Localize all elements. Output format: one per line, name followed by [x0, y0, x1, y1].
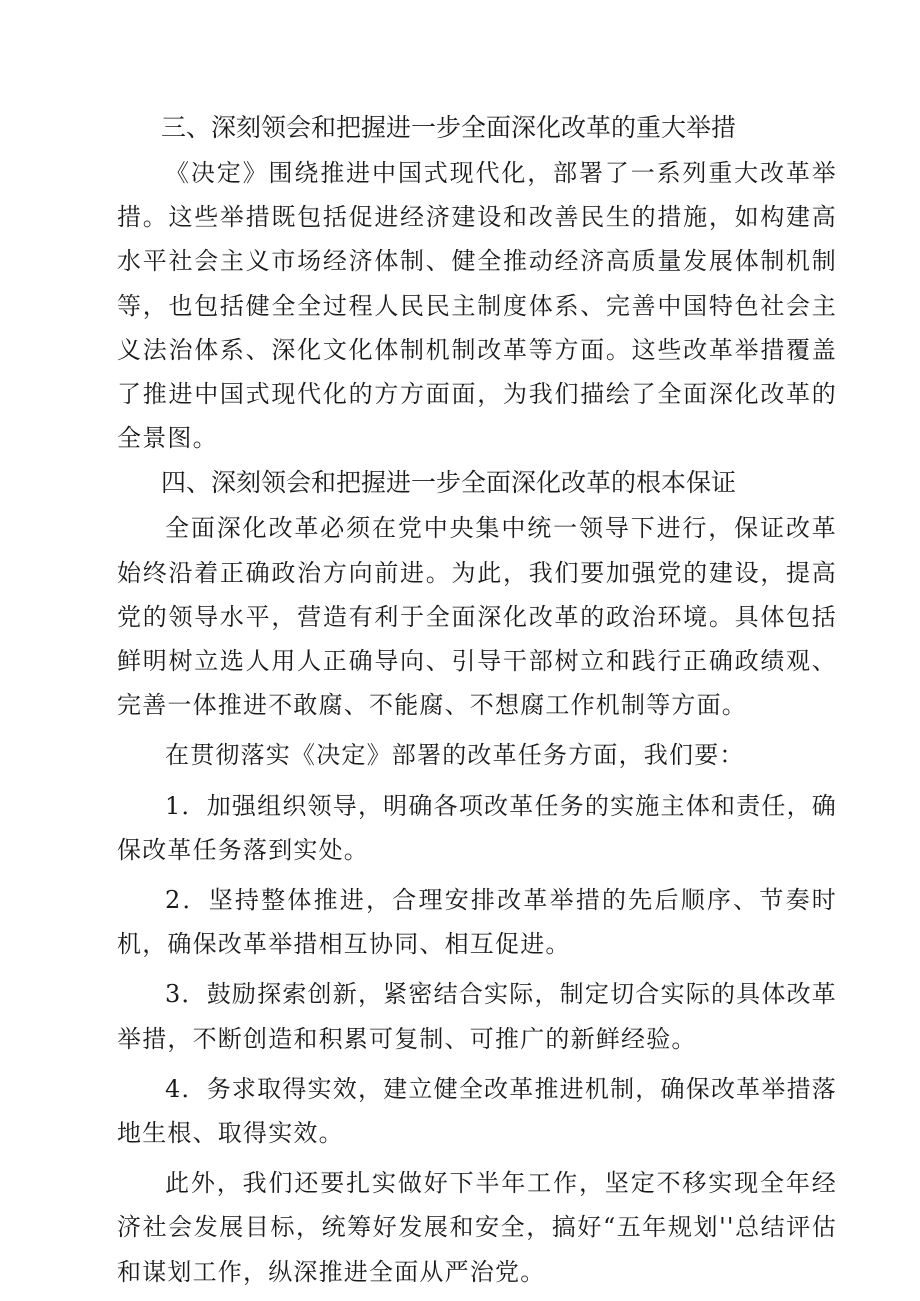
list-item: 3．鼓励探索创新，紧密结合实际，制定切合实际的具体改革举措，不断创造和积累可复制、可推广的新鲜经验。: [117, 980, 837, 1053]
section-3-heading: 三、深刻领会和把握进一步全面深化改革的重大举措: [161, 113, 737, 142]
section-3-paragraph: 《决定》围绕推进中国式现代化，部署了一系列重大改革举措。这些举措既包括促进经济建设和改善民生的措施，如构建高水平社会主义市场经济体制、健全推动经济高质量发展体制机制等，也包括健全全过程人民民主制度体系、完善中国特色社会主义法治体系、深化文化体制机制改革等方面。这些改革举措覆盖了推进中国式现代化的方方面面，为我们描绘了全面深化改革的全景图。: [117, 159, 837, 453]
list-item: 4．务求取得实效，建立健全改革推进机制，确保改革举措落地生根、取得实效。: [117, 1074, 837, 1148]
section-4-heading: 四、深刻领会和把握进一步全面深化改革的根本保证: [161, 468, 737, 498]
closing-paragraph: 此外，我们还要扎实做好下半年工作，坚定不移实现全年经济社会发展目标，统筹好发展和安全，搞好“五年规划''总结评估和谋划工作，纵深推进全面从严治党。: [117, 1169, 837, 1286]
implementation-intro: 在贯彻落实《决定》部署的改革任务方面，我们要：: [165, 741, 745, 770]
list-item: 1．加强组织领导，明确各项改革任务的实施主体和责任，确保改革任务落到实处。: [117, 791, 837, 864]
section-4-paragraph: 全面深化改革必须在党中央集中统一领导下进行，保证改革始终沿着正确政治方向前进。为此，我们要加强党的建设，提高党的领导水平，营造有利于全面深化改革的政治环境。具体包括鲜明树立选人用人正确导向、引导干部树立和践行正确政绩观、完善一体推进不敢腐、不能腐、不想腐工作机制等方面。: [117, 514, 837, 720]
list-item: 2．坚持整体推进，合理安排改革举措的先后顺序、节奏时机，确保改革举措相互协同、相互促进。: [117, 886, 837, 959]
document-body: [117, 105, 837, 1294]
